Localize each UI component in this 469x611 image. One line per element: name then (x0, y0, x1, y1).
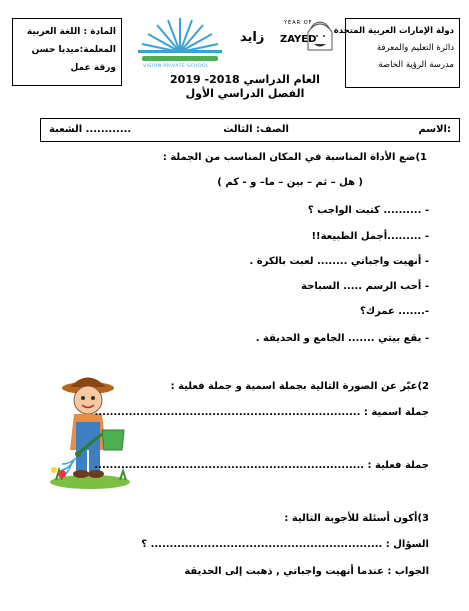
q3-answer: الجواب : عندما أنهيت واجباتي , ذهبت إلى الحديقة (184, 566, 429, 577)
q1-item-2[interactable]: - .........أجمل الطبيعة!! (311, 231, 429, 242)
q2-nominal-sentence[interactable]: جملة اسمية : ...................................................................... (94, 407, 429, 418)
department-name: دائرة التعليم والمعرفة (376, 43, 454, 53)
school-name: مدرسة الرؤية الخاصة (378, 60, 454, 70)
q2-verbal-sentence[interactable]: جملة فعلية : ....................................................................... (94, 460, 429, 471)
q2-title: 2)عبّر عن الصورة التالية بجملة اسمية و جملة فعلية : (170, 381, 429, 392)
year-of-label: YEAR OF (284, 20, 313, 26)
worksheet-label: ورقة عمل (70, 63, 116, 73)
country-name: دولة الإمارات العربية المتحدة (333, 26, 454, 36)
term-title: الفصل الدراسي الأول (185, 87, 305, 100)
sunburst-icon (142, 18, 218, 52)
zayed-arabic: زايد (240, 30, 265, 45)
gardener-boy-illustration (40, 370, 140, 490)
q1-item-3[interactable]: - أنهيت واجباتي ........ لعبت بالكرة . (249, 256, 429, 267)
section-field-label[interactable]: الشعبة ............ (49, 124, 132, 135)
q1-item-5[interactable]: -....... عمرك؟ (360, 306, 429, 317)
q3-question[interactable]: السؤال : ............................................................. ؟ (141, 539, 429, 550)
q3-title: 3)أكون أسئلة للأجوبة التالية : (284, 513, 429, 524)
teacher-label: المعلمة:ميديا حسن (31, 45, 116, 55)
q1-item-4[interactable]: - أحب الرسم ..... السباحة (301, 281, 429, 292)
school-logo-text: VISION PRIVATE SCHOOL (143, 64, 210, 69)
q1-item-6[interactable]: - يقع بيتي ....... الجامع و الحديقة . (255, 333, 429, 344)
school-logo-arabic-icon (142, 56, 218, 61)
vision-school-logo (130, 14, 230, 74)
name-field-label[interactable]: الاسم: (418, 124, 451, 135)
subject-label: المادة : اللغة العربية (26, 27, 116, 37)
q1-title: 1)ضع الأداة المناسبة في المكان المناسب من الجملة : (162, 152, 427, 163)
ministry-box (333, 18, 460, 88)
grade-field-label: الصف: الثالث (223, 124, 289, 135)
q1-tools: ( هل – ثم – بين – ما– و - كم ) (217, 177, 363, 188)
student-info-row (40, 118, 460, 142)
academic-year-title: العام الدراسي 2018- 2019 (170, 73, 320, 86)
q1-item-1[interactable]: - .......... كتبت الواجب ؟ (307, 205, 429, 216)
zayed-latin: ZAYED (280, 34, 317, 45)
year-of-zayed-logo (238, 14, 338, 62)
subject-box (12, 18, 122, 86)
